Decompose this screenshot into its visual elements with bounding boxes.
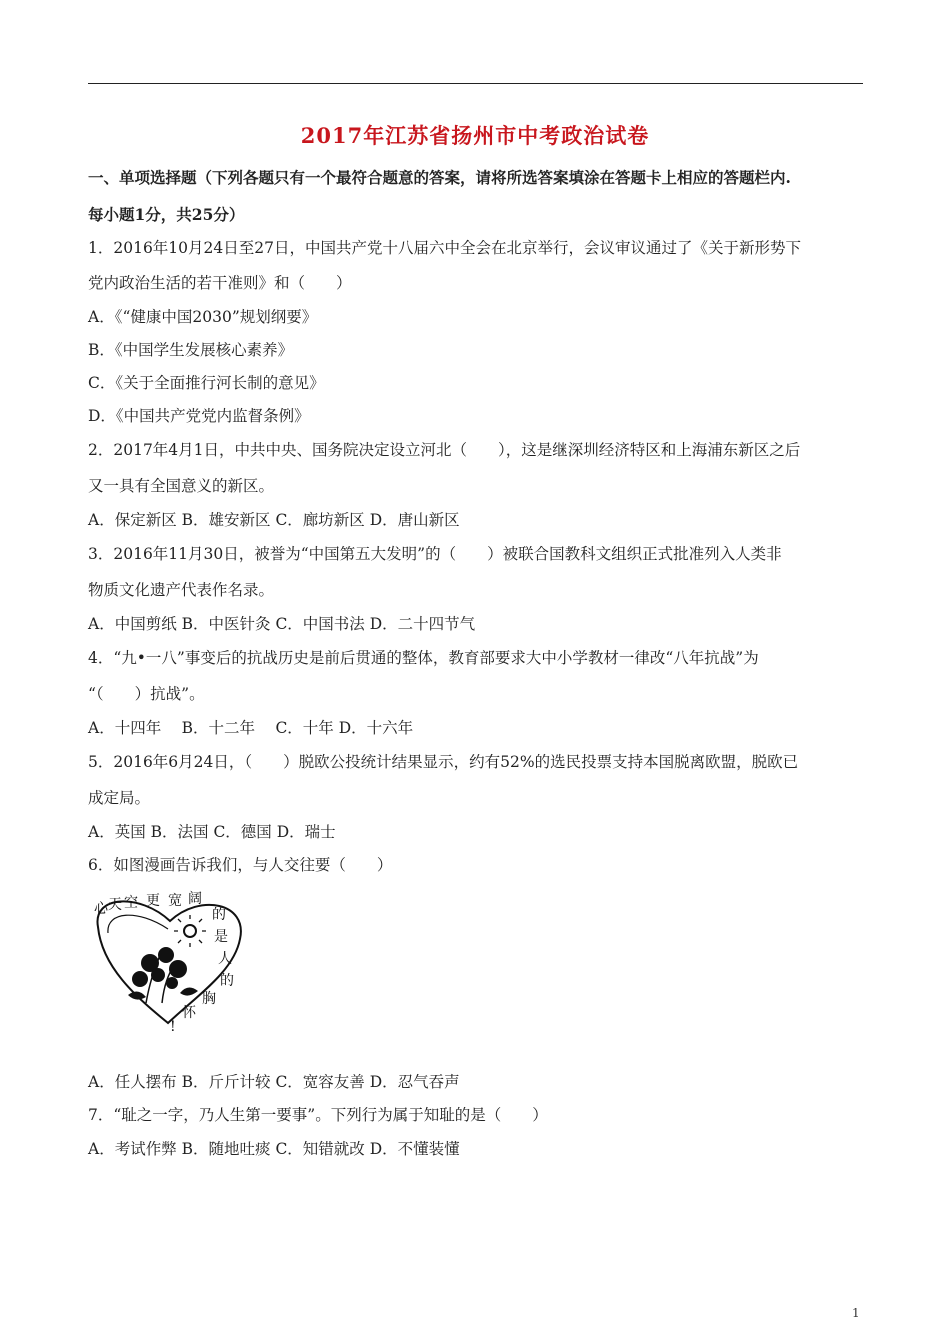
section-heading-line-2: 每小题1分，共25分） xyxy=(88,205,245,224)
q4-stem-line-2: “（ ）抗战”。 xyxy=(88,685,205,703)
q2-options: A．保定新区 B．雄安新区 C．廊坊新区 D．唐山新区 xyxy=(88,511,460,529)
q1-option-c: C．《关于全面推行河长制的意见》 xyxy=(88,374,325,392)
cartoon-char: 更 xyxy=(146,893,160,909)
q1-option-b: B．《中国学生发展核心素养》 xyxy=(88,341,294,359)
q1-option-a: A．《“健康中国2030”规划纲要》 xyxy=(88,308,318,326)
q1-stem-line-1: 1．2016年10月24日至27日，中国共产党十八届六中全会在北京举行，会议审议通过了《关于新形势下 xyxy=(88,239,801,257)
cartoon-char: 天 xyxy=(108,897,122,913)
cartoon-char: 是 xyxy=(214,929,228,945)
q4-options: A．十四年 B．十二年 C．十年 D．十六年 xyxy=(88,719,414,737)
q5-stem-line-2: 成定局。 xyxy=(88,789,151,807)
cartoon-char: 阔 xyxy=(188,891,202,907)
cartoon-char: 胸 xyxy=(202,991,216,1007)
cartoon-char: ! xyxy=(170,1019,176,1035)
q7-options: A．考试作弊 B．随地吐痰 C．知错就改 D．不懂装懂 xyxy=(88,1140,460,1158)
cartoon-char: 心 xyxy=(94,901,108,917)
q1-option-d: D．《中国共产党党内监督条例》 xyxy=(88,407,310,425)
q3-stem-line-2: 物质文化遗产代表作名录。 xyxy=(88,581,275,599)
q6-stem: 6．如图漫画告诉我们，与人交往要（ ） xyxy=(88,856,393,874)
q5-stem-line-1: 5．2016年6月24日，（ ）脱欧公投统计结果显示，约有52%的选民投票支持本国脱离欧盟，脱欧已 xyxy=(88,753,799,771)
q1-stem-line-2: 党内政治生活的若干准则》和（ ） xyxy=(88,274,352,292)
q6-options: A．任人摆布 B．斤斤计较 C．宽容友善 D．忍气吞声 xyxy=(88,1073,460,1091)
cartoon-char: 怀 xyxy=(182,1005,196,1021)
header-rule xyxy=(88,83,863,84)
q7-stem: 7．“耻之一字，乃人生第一要事”。下列行为属于知耻的是（ ） xyxy=(88,1106,548,1124)
q5-options: A．英国 B．法国 C．德国 D．瑞士 xyxy=(88,823,336,841)
cartoon-char: 的 xyxy=(212,907,226,923)
cartoon-char: 人 xyxy=(218,951,232,967)
q3-stem-line-1: 3．2016年11月30日，被誉为“中国第五大发明”的（ ）被联合国教科文组织正式批准列入人类非 xyxy=(88,545,782,563)
cartoon-char: 空 xyxy=(124,895,138,911)
q2-stem-line-1: 2．2017年4月1日，中共中央、国务院决定设立河北（ ），这是继深圳经济特区和上海浦东新区之后 xyxy=(88,441,801,459)
section-heading-line-1: 一、单项选择题（下列各题只有一个最符合题意的答案，请将所选答案填涂在答题卡上相应的答题栏内. xyxy=(88,168,791,187)
heart-cartoon-image xyxy=(88,885,254,1035)
cartoon-char: 宽 xyxy=(168,893,182,909)
q4-stem-line-1: 4．“九•一八”事变后的抗战历史是前后贯通的整体，教育部要求大中小学教材一律改“八年抗战”为 xyxy=(88,649,759,667)
cartoon-char: 的 xyxy=(220,973,234,989)
page-number: 1 xyxy=(852,1306,860,1320)
q2-stem-line-2: 又一具有全国意义的新区。 xyxy=(88,477,275,495)
page-title: 2017年江苏省扬州市中考政治试卷 xyxy=(300,123,650,148)
q3-options: A．中国剪纸 B．中医针灸 C．中国书法 D．二十四节气 xyxy=(88,615,476,633)
